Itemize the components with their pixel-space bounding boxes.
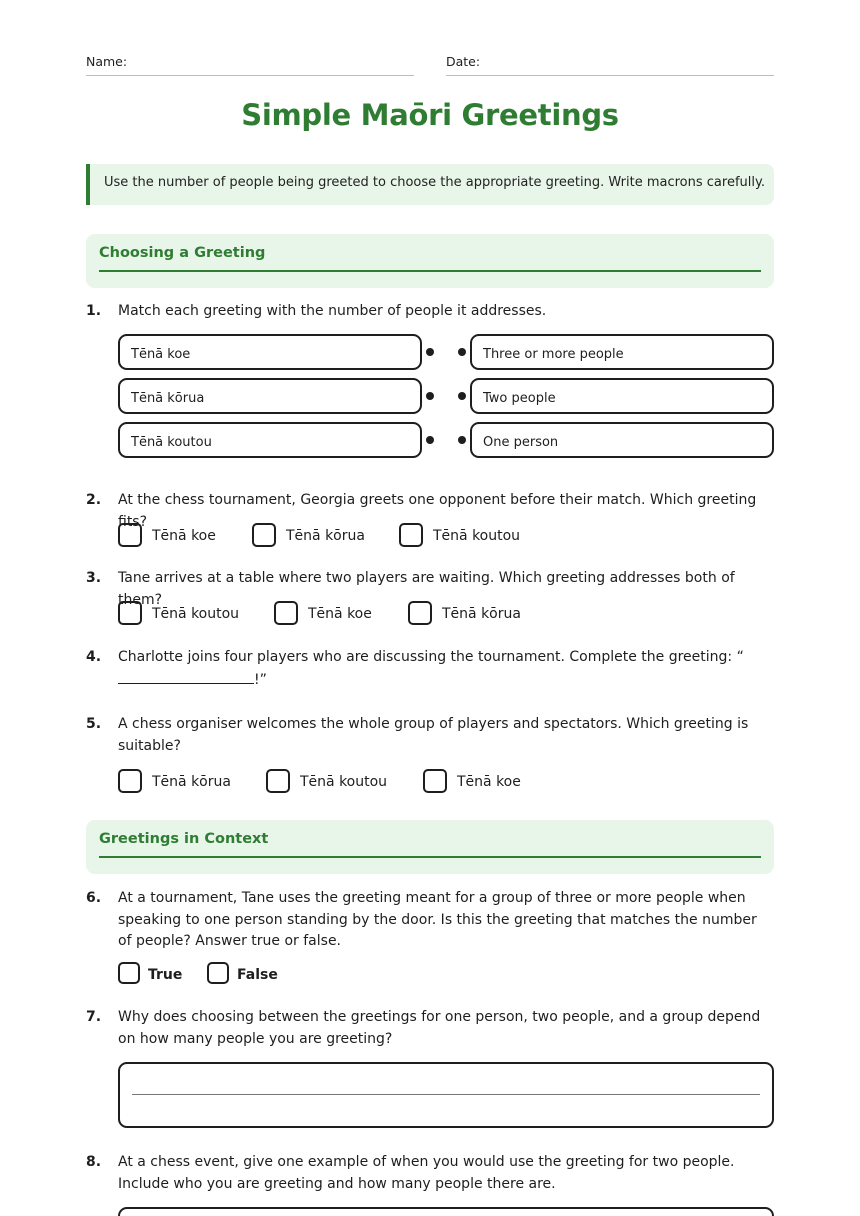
option-label: Tēnā koutou	[433, 528, 521, 544]
question-number: 7.	[86, 1009, 102, 1025]
option-label: False	[237, 967, 278, 983]
writing-line	[132, 1094, 760, 1095]
option-label: Tēnā kōrua	[286, 528, 365, 544]
question-text: Match each greeting with the number of people it addresses.	[118, 303, 547, 319]
name-field[interactable]	[86, 54, 414, 76]
question-text: Why does choosing between the greetings for one person, two people, and a group depend on how many people you are greeting?	[118, 1009, 761, 1047]
checkbox[interactable]	[118, 601, 142, 625]
match-right-item[interactable]: One person	[470, 422, 774, 458]
date-label: Date:	[446, 54, 481, 69]
match-left-item[interactable]: Tēnā koe	[118, 334, 422, 370]
option-label: Tēnā koutou	[300, 774, 388, 790]
fill-in-blank[interactable]	[118, 669, 254, 684]
question-3	[86, 568, 776, 628]
question-1	[86, 301, 776, 461]
checkbox[interactable]	[118, 769, 142, 793]
instructions-text: Use the number of people being greeted to choose the appropriate greeting. Write macrons carefully.	[104, 175, 765, 190]
match-dot[interactable]	[458, 348, 466, 356]
answer-box[interactable]	[118, 1062, 774, 1128]
question-6	[86, 888, 776, 984]
question-prompt: Charlotte joins four players who are discussing the tournament. Complete the greeting: “	[118, 649, 744, 665]
checkbox[interactable]	[252, 523, 276, 547]
answer-box[interactable]	[118, 1207, 774, 1216]
question-5	[86, 714, 776, 796]
match-dot[interactable]	[426, 436, 434, 444]
worksheet-title: Simple Maōri Greetings	[241, 98, 619, 132]
instructions-box	[86, 164, 774, 205]
question-number: 4.	[86, 649, 102, 665]
question-text: At the chess tournament, Georgia greets one opponent before their match. Which greeting fits?	[118, 492, 757, 530]
checkbox[interactable]	[266, 769, 290, 793]
question-text: At a chess event, give one example of when you would use the greeting for two people. Include who you are greeting and how many people there are.	[118, 1154, 735, 1192]
checkbox[interactable]	[118, 523, 142, 547]
checkbox[interactable]	[423, 769, 447, 793]
match-dot[interactable]	[458, 436, 466, 444]
section-header	[86, 234, 774, 288]
checkbox[interactable]	[408, 601, 432, 625]
question-4	[86, 647, 776, 691]
section-title: Choosing a Greeting	[99, 245, 761, 272]
date-field[interactable]	[446, 54, 774, 76]
match-right-item[interactable]: Two people	[470, 378, 774, 414]
match-dot[interactable]	[458, 392, 466, 400]
checkbox[interactable]	[207, 962, 229, 984]
name-label: Name:	[86, 54, 128, 69]
option-label: Tēnā kōrua	[442, 606, 521, 622]
question-suffix: !”	[254, 671, 267, 688]
match-dot[interactable]	[426, 348, 434, 356]
section-header	[86, 820, 774, 874]
match-left-item[interactable]: Tēnā koutou	[118, 422, 422, 458]
checkbox[interactable]	[118, 962, 140, 984]
option-label: Tēnā koutou	[152, 606, 240, 622]
question-number: 2.	[86, 492, 102, 508]
question-number: 5.	[86, 716, 102, 732]
question-text: Tane arrives at a table where two players are waiting. Which greeting addresses both of them?	[118, 570, 735, 608]
option-label: True	[148, 967, 183, 983]
match-right-item[interactable]: Three or more people	[470, 334, 774, 370]
question-8	[86, 1152, 776, 1196]
match-left-item[interactable]: Tēnā kōrua	[118, 378, 422, 414]
option-label: Tēnā koe	[152, 528, 216, 544]
question-text	[118, 647, 766, 691]
checkbox[interactable]	[274, 601, 298, 625]
question-number: 6.	[86, 890, 102, 906]
checkbox[interactable]	[399, 523, 423, 547]
question-number: 1.	[86, 303, 102, 319]
question-number: 3.	[86, 570, 102, 586]
section-title: Greetings in Context	[99, 831, 761, 858]
match-dot[interactable]	[426, 392, 434, 400]
question-7	[86, 1007, 776, 1051]
option-label: Tēnā kōrua	[152, 774, 231, 790]
question-number: 8.	[86, 1154, 102, 1170]
question-text: At a tournament, Tane uses the greeting meant for a group of three or more people when speaking to one person standing by the door. Is this the greeting that matches the number of people? Answer true or false.	[118, 890, 757, 949]
option-label: Tēnā koe	[308, 606, 372, 622]
option-label: Tēnā koe	[457, 774, 521, 790]
question-2	[86, 490, 776, 550]
question-text: A chess organiser welcomes the whole group of players and spectators. Which greeting is suitable?	[118, 716, 749, 754]
